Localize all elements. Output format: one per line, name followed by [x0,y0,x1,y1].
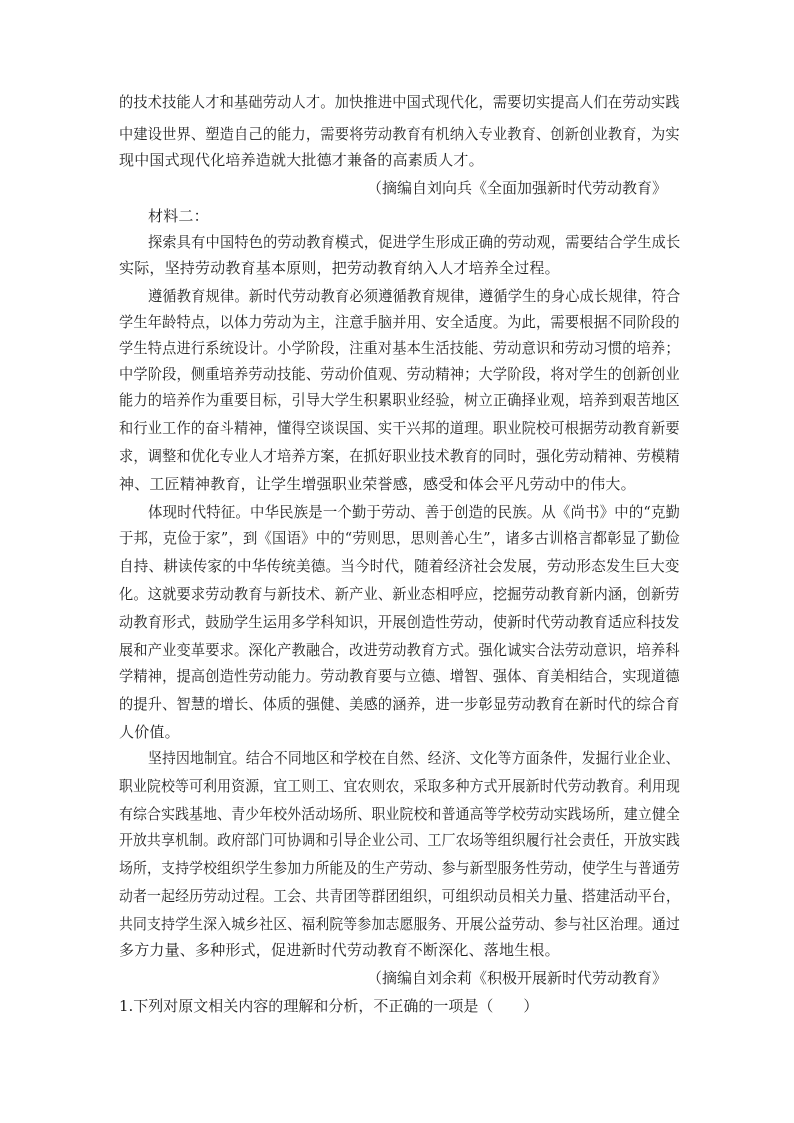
paragraph-4-line: 展和产业变革要求。深化产教融合，改进劳动教育方式。强化诚实合法劳动意识，培养科 [119,641,680,659]
paragraph-1-line: 的技术技能人才和基础劳动人才。加快推进中国式现代化，需要切实提高人们在劳动实践 [119,93,680,111]
paragraph-3-line: 神、工匠精神教育，让学生增强职业荣誉感，感受和体会平凡劳动中的伟大。 [119,475,636,493]
paragraph-5-line: 坚持因地制宜。结合不同地区和学校在自然、经济、文化等方面条件，发掘行业企业、 [148,749,680,767]
paragraph-2-line: 实际，坚持劳动教育基本原则，把劳动教育纳入人才培养全过程。 [119,259,560,277]
paragraph-3-line: 能力的培养作为重要目标，引导大学生积累职业经验，树立正确择业观，培养到艰苦地区 [119,391,680,409]
paragraph-4-line: 化。这就要求劳动教育与新技术、新产业、新业态相呼应，挖掘劳动教育新内涵，创新劳 [119,585,680,603]
question-1: 1.下列对原文相关内容的理解和分析，不正确的一项是（ ） [119,997,539,1015]
paragraph-5-line: 多方力量、多种形式，促进新时代劳动教育不断深化、落地生根。 [119,941,560,959]
paragraph-4-line: 于邦，克俭于家”，到《国语》中的“劳则思，思则善心生”，诸多古训格言都彰显了勤俭 [119,529,680,547]
paragraph-4-line: 动教育形式，鼓励学生运用多学科知识，开展创造性劳动，使新时代劳动教育适应科技发 [119,613,680,631]
paragraph-5-line: 职业院校等可利用资源，宜工则工、宜农则农，采取多种方式开展新时代劳动教育。利用现 [119,777,681,795]
paragraph-4-line: 人价值。 [119,723,180,741]
paragraph-4-line: 自持、耕读传家的中华传统美德。当今时代，随着经济社会发展，劳动形态发生巨大变 [119,557,680,575]
paragraph-4-line: 的提升、智慧的增长、体质的强健、美感的涵养，进一步彰显劳动教育在新时代的综合育 [119,695,680,713]
paragraph-1-line: 现中国式现代化培养造就大批德才兼备的高素质人才。 [119,151,484,169]
paragraph-3-line: 求，调整和优化专业人才培养方案，在抓好职业技术教育的同时，强化劳动精神、劳模精 [119,447,680,465]
source-citation-1: （摘编自刘向兵《全面加强新时代劳动教育》 [366,179,667,197]
paragraph-3-line: 和行业工作的奋斗精神，懂得空谈误国、实干兴邦的道理。职业院校可根据劳动教育新要 [119,419,680,437]
paragraph-3-line: 中学阶段，侧重培养劳动技能、劳动价值观、劳动精神；大学阶段，将对学生的创新创业 [119,365,680,383]
paragraph-3-line: 学生特点进行系统设计。小学阶段，注重对基本生活技能、劳动意识和劳动习惯的培养； [119,339,680,357]
paragraph-3-line: 学生年龄特点，以体力劳动为主，注意手脑并用、安全适度。为此，需要根据不同阶段的 [119,313,680,331]
paragraph-5-line: 动者一起经历劳动过程。工会、共青团等群团组织，可组织动员相关力量、搭建活动平台， [119,887,681,905]
source-citation-2: （摘编自刘余莉《积极开展新时代劳动教育》 [366,969,667,987]
paragraph-3-line: 遵循教育规律。新时代劳动教育必须遵循教育规律，遵循学生的身心成长规律，符合 [148,287,681,305]
paragraph-5-line: 共同支持学生深入城乡社区、福利院等参加志愿服务、开展公益劳动、参与社区治理。通过 [119,915,681,933]
paragraph-5-line: 场所，支持学校组织学生参加力所能及的生产劳动、参与新型服务性劳动，使学生与普通劳 [119,859,681,877]
paragraph-5-line: 有综合实践基地、青少年校外活动场所、职业院校和普通高等学校劳动实践场所，建立健全 [119,805,681,823]
material-2-heading: 材料二： [148,207,209,225]
paragraph-5-line: 开放共享机制。政府部门可协调和引导企业公司、工厂农场等组织履行社会责任，开放实践 [119,831,681,849]
paragraph-1-line: 中建设世界、塑造自己的能力，需要将劳动教育有机纳入专业教育、创新创业教育，为实 [119,125,680,143]
paragraph-2-line: 探索具有中国特色的劳动教育模式，促进学生形成正确的劳动观，需要结合学生成长 [148,233,681,251]
paragraph-4-line: 学精神，提高创造性劳动能力。劳动教育要与立德、增智、强体、育美相结合，实现道德 [119,667,680,685]
paragraph-4-line: 体现时代特征。中华民族是一个勤于劳动、善于创造的民族。从《尚书》中的“克勤 [148,503,681,521]
